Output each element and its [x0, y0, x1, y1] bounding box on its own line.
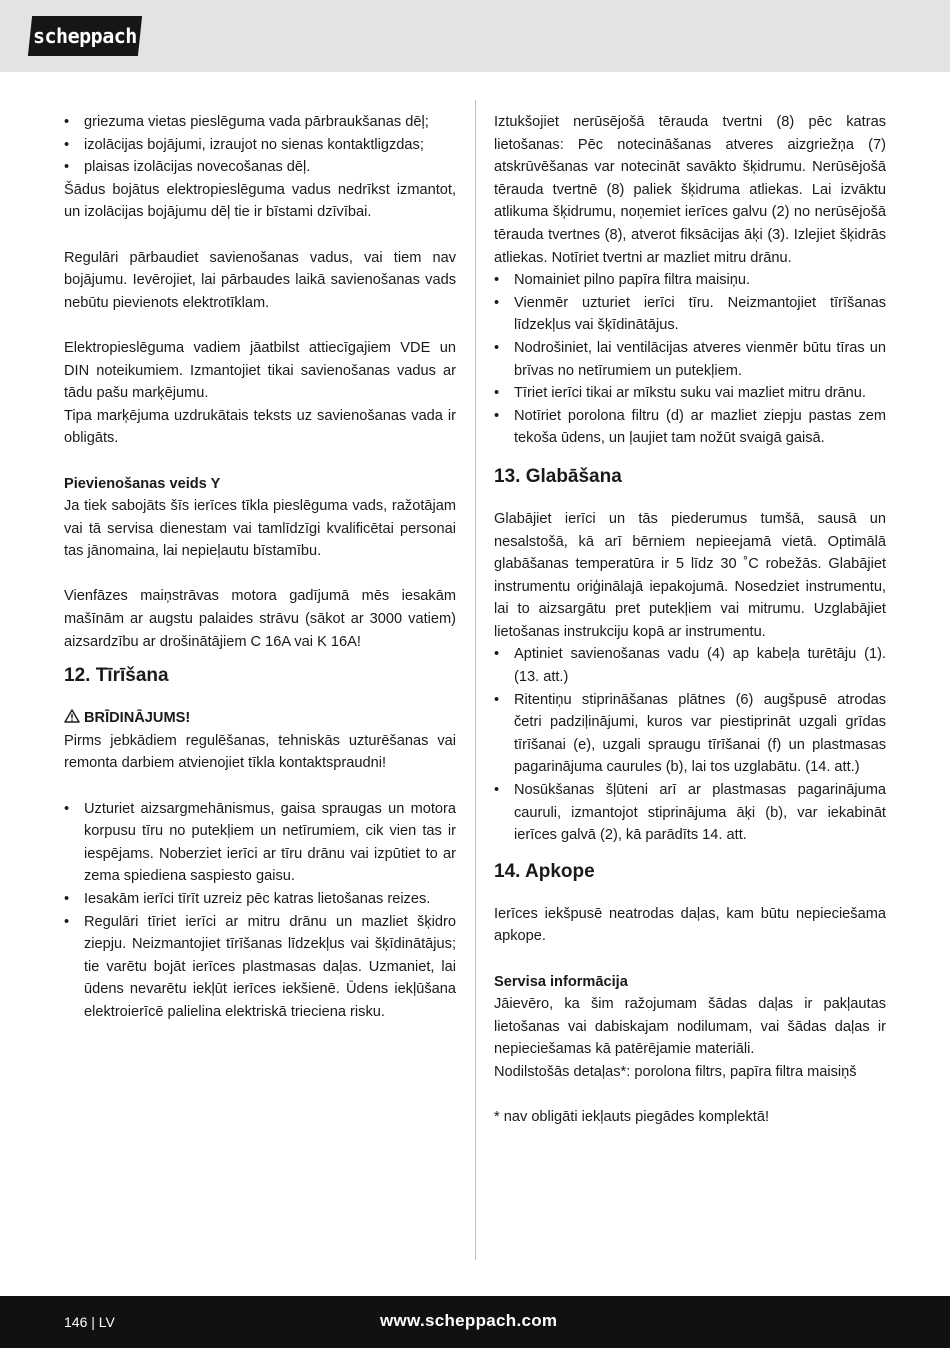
list-item: • Aptiniet savienošanas vadu (4) ap kabeļa turētāju (1). (13. att.) — [494, 643, 886, 688]
warning-text: Pirms jebkādiem regulēšanas, tehniskās uzturēšanas vai remonta darbiem atvienojiet tīkla kontaktspraudni! — [64, 732, 456, 772]
section-14-title: 14. Apkope — [494, 860, 595, 882]
section-12-title: 12. Tīrīšana — [64, 665, 169, 687]
warning-label: BRĪDINĀJUMS! — [84, 710, 191, 727]
list-item: • Ritentiņu stiprināšanas plātnes (6) augšpusē atrodas četri padziļinājumi, kuros var piestiprināt uzgali grīdas tīrīšanai (e), uzgali spraugu tīrīšanai (f) un plastmasas pagarinājuma caurules (b), lai tos uzglabātu. (14. att.) — [494, 689, 886, 779]
no-parts-paragraph: Ierīces iekšpusē neatrodas daļas, kam būtu nepieciešama apkope. — [494, 905, 886, 945]
single-phase-paragraph: Vienfāzes maiņstrāvas motora gadījumā mēs iesakām mašīnām ar augstu palaides strāvu (sākot ar 3000 vatiem) aizsardzību ar drošinātājiem C 16A vai K 16A! — [64, 588, 456, 650]
service-heading: Servisa informācija — [494, 973, 628, 990]
list-item: • Tīriet ierīci tikai ar mīkstu suku vai mazliet mitru drānu. — [494, 382, 886, 405]
website-link[interactable]: www.scheppach.com — [380, 1311, 558, 1330]
footer-bar — [0, 1296, 950, 1348]
warning-line — [64, 707, 456, 730]
section-13-title: 13. Glabāšana — [494, 465, 622, 487]
page-number: 146 | LV — [64, 1314, 115, 1330]
warning-triangle-icon — [64, 709, 80, 723]
footnote: * nav obligāti iekļauts piegādes komplektā! — [494, 1109, 770, 1126]
connection-heading: Pievienošanas veids Y — [64, 475, 221, 492]
list-item: • Nodrošiniet, lai ventilācijas atveres vienmēr būtu tīras un brīvas no netīrumiem un putekļiem. — [494, 337, 886, 382]
connection-paragraph: Ja tiek sabojāts šīs ierīces tīkla pieslēguma vads, ražotājam vai tā servisa dienestam vai tamlīdzīgi kvalificētai personai tas jānomaina, lai nepieļautu bīstamību. — [64, 498, 456, 560]
wear-parts-paragraph: Nodilstošās detaļas*: porolona filtrs, papīra filtra maisiņš — [494, 1063, 857, 1080]
list-item: • Nosūkšanas šļūteni arī ar plastmasas pagarinājuma cauruli, izmantojot stiprinājuma āķi (b), var iekabināt ierīces galvā (2), kā parādīts 14. att. — [494, 779, 886, 847]
right-column — [494, 111, 886, 1129]
maintenance-list — [494, 269, 886, 450]
marking-paragraph: Tipa marķējuma uzdrukātais teksts uz savienošanas vada ir obligāts. — [64, 407, 456, 447]
column-divider — [475, 100, 476, 1260]
damage-paragraph: Šādus bojātus elektropieslēguma vadus nedrīkst izmantot, un izolācijas bojājumu dēļ tie ir bīstami dzīvībai. — [64, 181, 456, 221]
storage-list — [494, 643, 886, 846]
list-item: • Iesakām ierīci tīrīt uzreiz pēc katras lietošanas reizes. — [64, 888, 456, 911]
list-item: • Notīriet porolona filtru (d) ar mazliet ziepju pastas zem tekoša ūdens, un ļaujiet tam nožūt svaigā gaisā. — [494, 405, 886, 450]
service-paragraph: Jāievēro, ka šim ražojumam šādas daļas ir pakļautas lietošanas vai dabiskajam nodilumam, vai šādas daļas ir nepieciešamas kā patērējamie materiāli. — [494, 996, 886, 1058]
list-item: • griezuma vietas pieslēguma vada pārbraukšanas dēļ; — [64, 111, 456, 134]
left-column — [64, 111, 456, 1024]
vde-paragraph: Elektropieslēguma vadiem jāatbilst attiecīgajiem VDE un DIN noteikumiem. Izmantojiet tikai savienošanas vadus ar tādu pašu marķējumu. — [64, 339, 456, 402]
storage-paragraph: Glabājiet ierīci un tās piederumus tumšā, sausā un nesalstošā, kā arī bērniem nepieejamā vietā. Optimālā glabāšanas temperatūra ir 5 līdz 30 ˚C robežās. Glabājiet instrumentu oriģinālajā iepakojumā. Nosedziet instrumentu, lai to aizsargātu pret putekļiem vai mitrumu. Uzglabājiet lietošanas instrukciju kopā ar instrumentu. — [494, 510, 886, 640]
list-item: • Uzturiet aizsargmehānismus, gaisa spraugas un motora korpusu tīru no putekļiem un netīrumiem, cik vien tas ir iespējams. Noberziet ierīci ar tīru drānu vai izpūtiet to ar zema spiediena saspiesto gaisu. — [64, 798, 456, 888]
scheppach-logo: scheppach — [28, 16, 142, 56]
cleaning-list — [64, 798, 456, 1024]
list-item: • Nomainiet pilno papīra filtra maisiņu. — [494, 269, 886, 292]
list-item: • izolācijas bojājumi, izraujot no sienas kontaktligzdas; — [64, 134, 456, 157]
check-paragraph: Regulāri pārbaudiet savienošanas vadus, vai tiem nav bojājumu. Ievērojiet, lai pārbaudes laikā savienošanas vads nebūtu pievienots elektrotīklam. — [64, 249, 456, 311]
header-band — [0, 0, 950, 72]
list-item: • Regulāri tīriet ierīci ar mitru drānu un mazliet šķidro ziepju. Neizmantojiet tīrīšanas līdzekļus vai šķīdinātājus; tie varētu bojāt ierīces plastmasas daļas. Uzmaniet, lai ūdens nevarētu iekļūt ierīces iekšienē. Ūdens iekļūšana elektroierīcē palielina elektriskā trieciena risku. — [64, 911, 456, 1024]
list-item: • Vienmēr uzturiet ierīci tīru. Neizmantojiet tīrīšanas līdzekļus vai šķīdinātājus. — [494, 292, 886, 337]
empty-tank-paragraph: Iztukšojiet nerūsējošā tērauda tvertni (8) pēc katras lietošanas: Pēc notecināšanas atveres aizgriežņa (7) atskrūvēšanas var notecināt savākto šķidrumu. Nerūsējošā tērauda tvertnē (8) paliek šķidruma atliekas. Lai izvāktu atlikuma šķidrumu, noņemiet ierīces galvu (2) no nerūsējošā tērauda tvertnes (8), atverot fiksācijas āķi (3). Izlejiet šķidrās atliekas. Notīriet tvertni ar mazliet mitru drānu. — [494, 114, 886, 266]
list-item: • plaisas izolācijas novecošanas dēļ. — [64, 156, 456, 179]
damage-causes-list — [64, 111, 456, 179]
